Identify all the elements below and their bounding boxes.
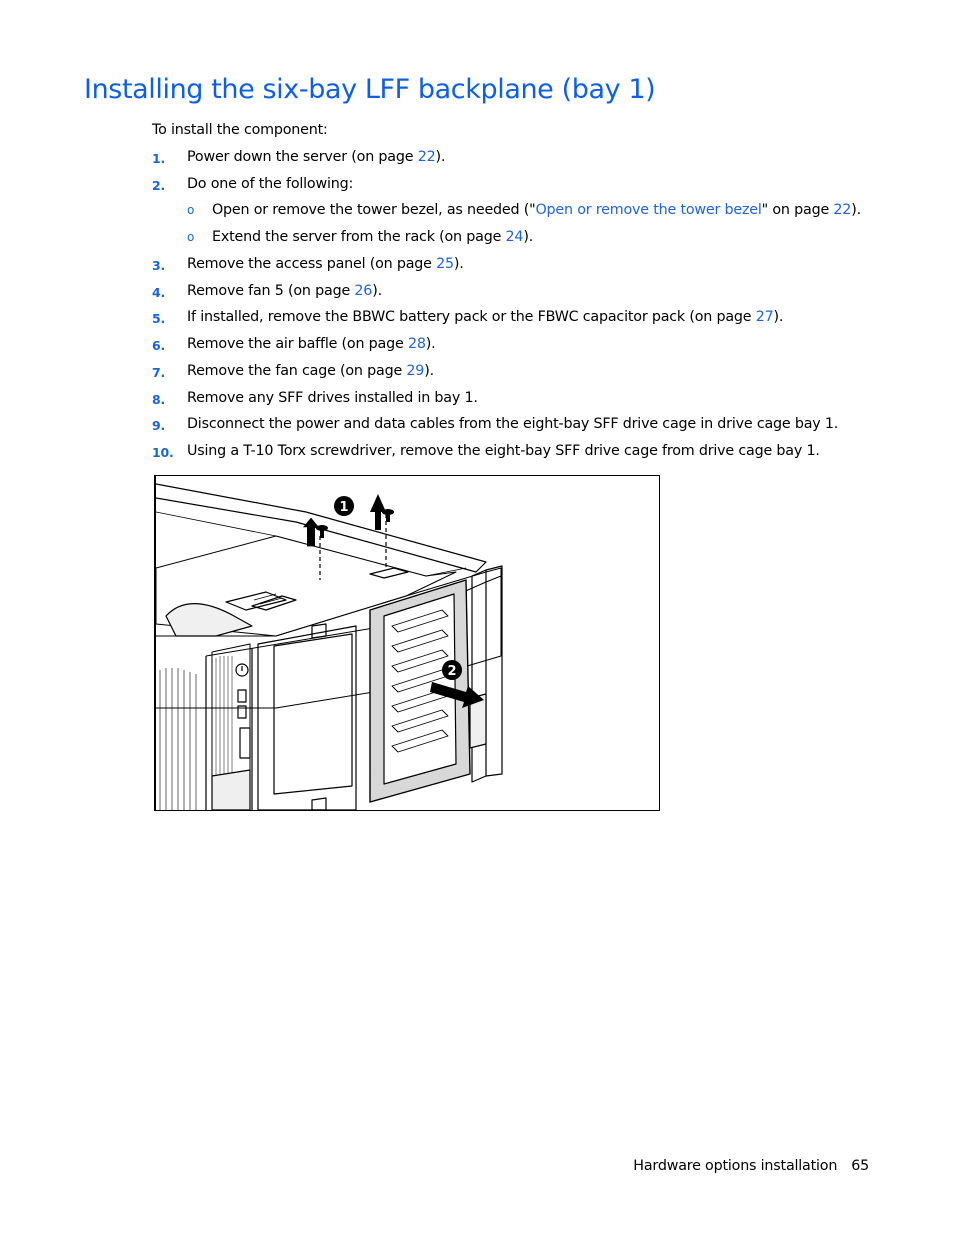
page-number: 65 [851, 1158, 869, 1174]
step-text-end: ). [773, 309, 784, 325]
substep-text-end: ). [851, 202, 861, 218]
step-text: Disconnect the power and data cables from the eight-bay SFF drive cage in drive cage bay 1. [187, 416, 839, 432]
section-link[interactable]: Open or remove the tower bezel [535, 202, 762, 218]
substep-text-mid: " on page [761, 202, 834, 218]
footer-section: Hardware options installation [633, 1158, 838, 1174]
step-number: 3. [152, 258, 166, 273]
callout-1 [334, 496, 354, 516]
step-text: Remove the fan cage (on page [187, 363, 407, 379]
step-text: Remove the access panel (on page [187, 256, 437, 272]
step-text: Do one of the following: [187, 176, 354, 192]
page-link[interactable]: 24 [505, 229, 524, 245]
step-number: 2. [152, 178, 166, 193]
step-number: 10. [152, 445, 174, 460]
step-text-end: ). [425, 336, 436, 352]
step-number: 6. [152, 338, 166, 353]
bullet-icon: o [187, 203, 195, 217]
callout-2-label: 2 [447, 664, 457, 679]
page-link[interactable]: 22 [833, 202, 852, 218]
step-text: Using a T-10 Torx screwdriver, remove the eight-bay SFF drive cage from drive cage bay 1. [187, 443, 820, 459]
server-illustration [154, 475, 660, 811]
substep-text: Open or remove the tower bezel, as needed (" [212, 202, 536, 218]
step-text: Power down the server (on page [187, 149, 418, 165]
substep-text-end: ). [523, 229, 534, 245]
intro-text: To install the component: [152, 122, 328, 138]
page-link[interactable]: 25 [436, 256, 454, 272]
callout-2 [442, 660, 462, 680]
page-link[interactable]: 28 [407, 336, 426, 352]
step-text: If installed, remove the BBWC battery pack or the FBWC capacitor pack (on page [187, 309, 756, 325]
step-number: 8. [152, 392, 166, 407]
step-text-end: ). [424, 363, 434, 379]
page-link[interactable]: 22 [417, 149, 436, 165]
step-text-end: ). [435, 149, 446, 165]
step-text-end: ). [453, 256, 464, 272]
step-text-end: ). [372, 283, 382, 299]
server-drawing [156, 476, 660, 810]
page-footer [633, 1158, 869, 1174]
page-link[interactable]: 29 [406, 363, 425, 379]
page-title: Installing the six-bay LFF backplane (bay 1) [84, 74, 656, 105]
step-text: Remove the air baffle (on page [187, 336, 408, 352]
step-number: 4. [152, 285, 166, 300]
callout-1-label: 1 [339, 500, 349, 515]
step-number: 1. [152, 151, 166, 166]
bullet-icon: o [187, 230, 195, 244]
step-text: Remove fan 5 (on page [187, 283, 355, 299]
step-number: 7. [152, 365, 166, 380]
page-link[interactable]: 27 [755, 309, 774, 325]
step-number: 5. [152, 311, 166, 326]
step-number: 9. [152, 418, 166, 433]
step-text: Remove any SFF drives installed in bay 1. [187, 390, 478, 406]
page-link[interactable]: 26 [354, 283, 373, 299]
substep-text: Extend the server from the rack (on page [212, 229, 506, 245]
